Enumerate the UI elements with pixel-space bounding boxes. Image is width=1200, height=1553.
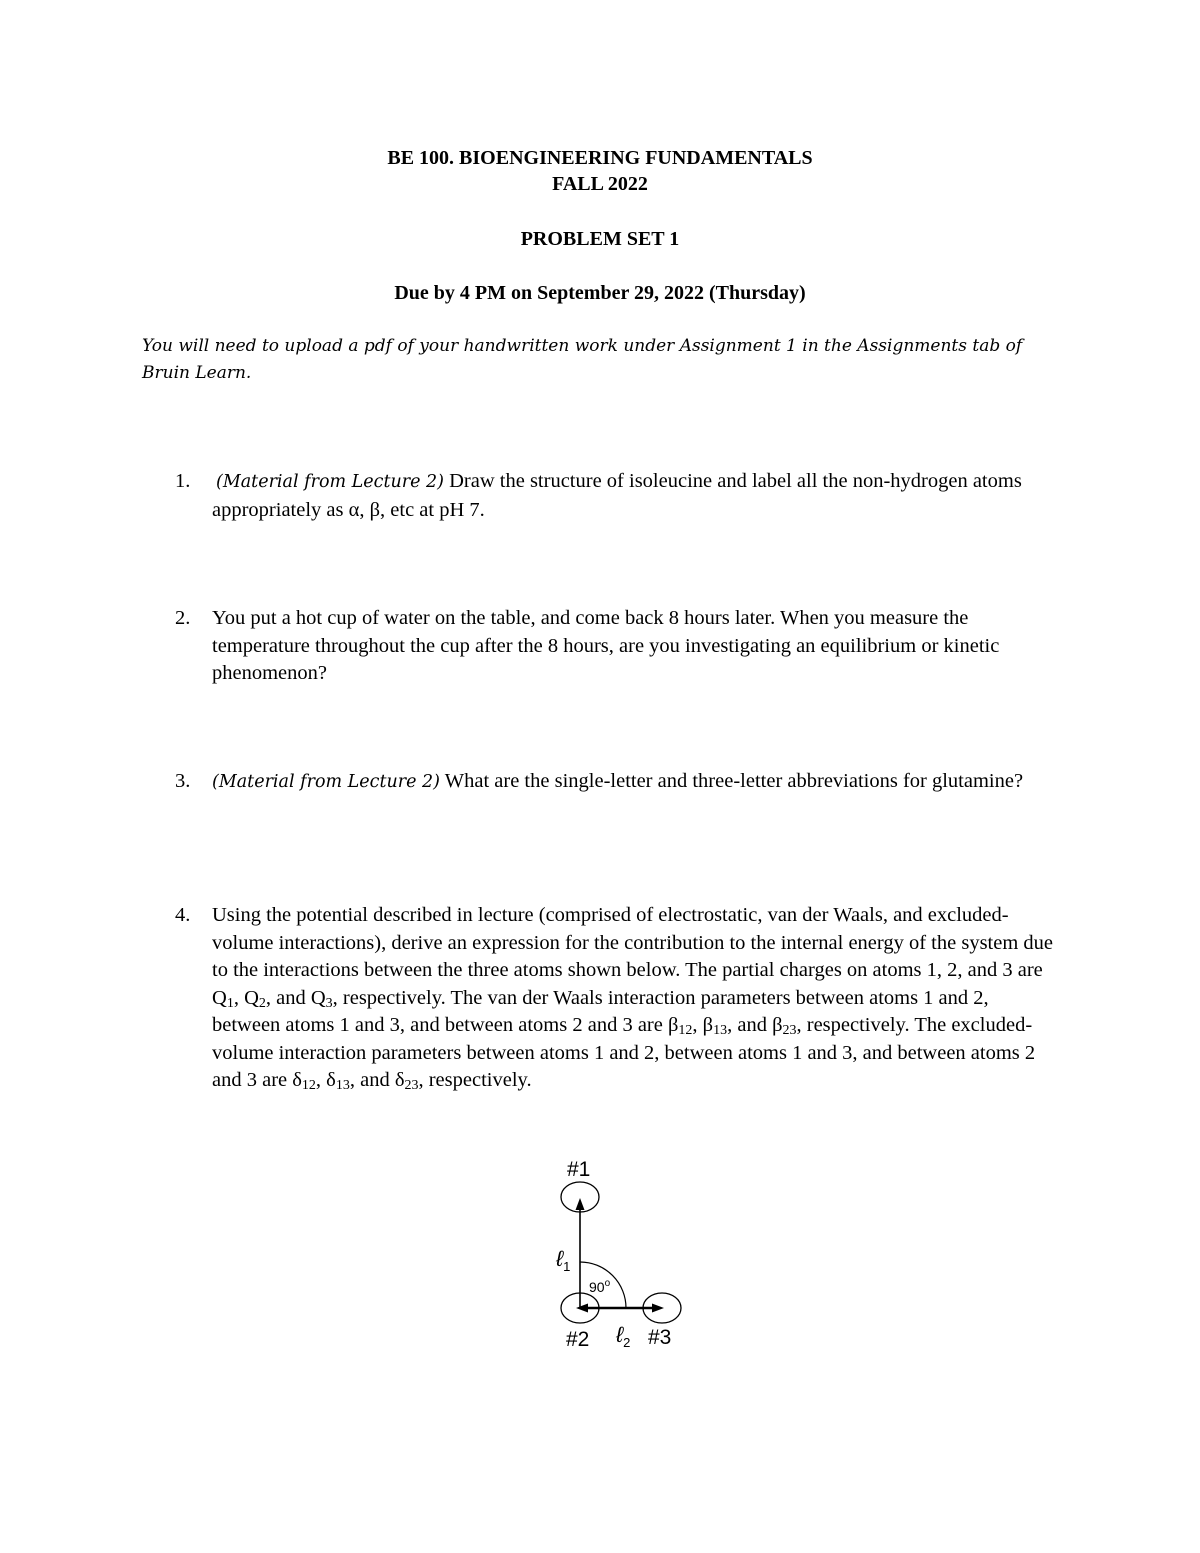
problem-4 (175, 902, 1055, 1095)
l2-label: ℓ$_2$ (616, 1322, 631, 1350)
arrowhead-left (576, 1304, 588, 1313)
problem-number: 2. (175, 607, 191, 629)
problem-2 (175, 605, 1055, 688)
material-reference: (Material from Lecture 2) (216, 472, 444, 492)
three-atom-diagram (540, 1150, 720, 1360)
problem-text: Draw the structure of isoleucine and label all the non-hydrogen atoms appropriately as α, β, etc at pH 7. (212, 470, 1022, 521)
problem-number: 4. (175, 904, 191, 926)
l1-label: ℓ$_1$ (556, 1246, 571, 1274)
problem-text: You put a hot cup of water on the table, and come back 8 hours later. When you measure the temperature throughout the cup after the 8 hours, are you investigating an equilibrium or kinetic phenomenon? (212, 607, 1000, 684)
problem-1 (175, 468, 1055, 524)
problem-number: 1. (175, 470, 191, 492)
course-title: BE 100. BIOENGINEERING FUNDAMENTALS (387, 147, 813, 169)
problem-number: 3. (175, 770, 191, 792)
problem-set-title: PROBLEM SET 1 (520, 228, 680, 250)
atom-2-label: #2 (566, 1328, 590, 1351)
upload-instructions: You will need to upload a pdf of your handwritten work under Assignment 1 in the Assignments tab of Bruin Learn. (142, 336, 1023, 383)
arrowhead-right (652, 1304, 664, 1313)
arrowhead-up (576, 1198, 585, 1210)
atom-1-label: #1 (567, 1158, 591, 1181)
due-date: Due by 4 PM on September 29, 2022 (Thursday) (394, 282, 806, 304)
material-reference: (Material from Lecture 2) (212, 772, 440, 792)
atom-3-label: #3 (648, 1326, 672, 1349)
problem-text: What are the single-letter and three-letter abbreviations for glutamine? (444, 770, 1024, 792)
angle-label: 90$^o$ (589, 1278, 611, 1295)
problem-3 (175, 768, 1055, 797)
term: FALL 2022 (552, 173, 648, 195)
problem-text: Using the potential described in lecture (comprised of electrostatic, van der Waals, and excluded-volume interactions), derive an expression for the contribution to the internal energy of the system due to the interactions between the three atoms shown below. The partial charges on atoms 1, 2, and 3 are $Q_1$, $Q_2$, and $Q_3$, respectively. The van der Waals interaction parameters between atoms 1 and 2, between atoms 1 and 3, and between atoms 2 and 3 are $\beta_{12}$, $\beta_{13}$, and $\beta_{23}$, respectively. The excluded-volume interaction parameters between atoms 1 and 2, between atoms 1 and 3, and between atoms 2 and 3 are $\delta_{12}$, $\delta_{13}$, and $\delta_{23}$, respectively. (212, 904, 1054, 1093)
